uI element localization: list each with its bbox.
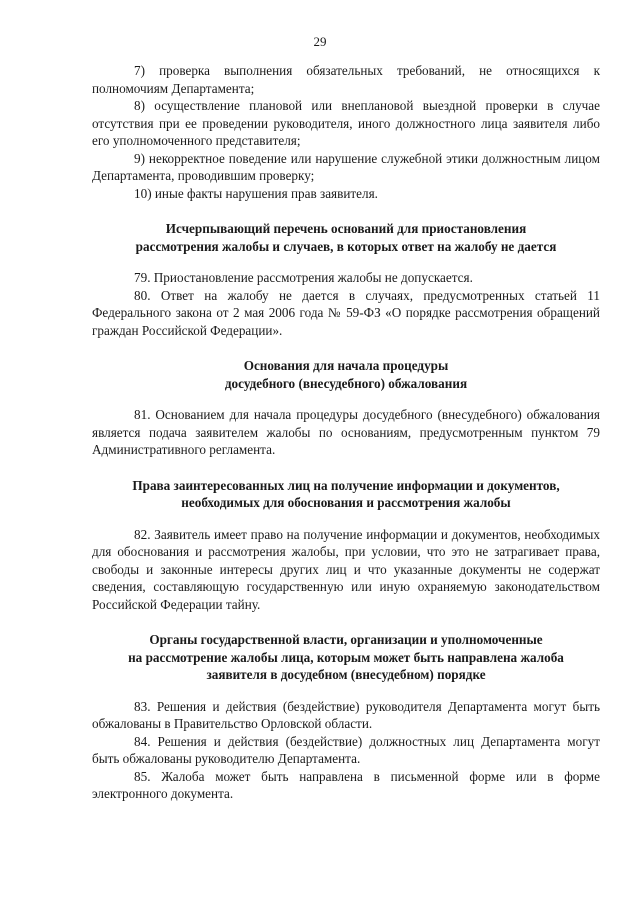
list-item-8: 8) осуществление плановой или внеплановой выездной проверки в случае отсутствия при ее проведении руководителя, иного должностного лица заявителя либо его уполномоченного представителя; — [92, 98, 600, 148]
heading-line: заявителя в досудебном (внесудебном) порядке — [206, 667, 486, 682]
list-item-7: 7) проверка выполнения обязательных требований, не относящихся к полномочиям Департамента; — [92, 63, 600, 96]
heading-line: Исчерпывающий перечень оснований для приостановления — [165, 221, 527, 236]
heading-line: Права заинтересованных лиц на получение информации и документов, — [132, 477, 560, 493]
section-heading-rights — [92, 477, 600, 512]
heading-line: Основания для начала процедуры — [243, 358, 449, 373]
section-heading-suspension — [92, 220, 600, 255]
paragraph-82: 82. Заявитель имеет право на получение информации и документов, необходимых для обоснования и рассмотрения жалобы, при условии, что это не затрагивает права, свободы и законные интересы других лиц и что указанные документы не содержат сведения, составляющую государственную или иную охраняемую законодательством Российской Федерации тайну. — [92, 526, 600, 612]
paragraph-84: 84. Решения и действия (бездействие) должностных лиц Департамента могут быть обжалованы руководителю Департамента. — [92, 733, 600, 766]
paragraph-81: 81. Основанием для начала процедуры досудебного (внесудебного) обжалования является подача заявителем жалобы по основаниям, предусмотренным пунктом 79 Административного регламента. — [92, 407, 600, 457]
section-heading-grounds — [92, 357, 600, 392]
heading-line: на рассмотрение жалобы лица, которым может быть направлена жалоба — [128, 649, 564, 665]
paragraph-80: 80. Ответ на жалобу не дается в случаях, предусмотренных статьей 11 Федерального закона от 2 мая 2006 года № 59-ФЗ «О порядке рассмотрения обращений граждан Российской Федерации». — [92, 287, 600, 338]
heading-line: досудебного (внесудебного) обжалования — [224, 375, 468, 391]
heading-line: Органы государственной власти, организации и уполномоченные — [149, 632, 543, 647]
list-item-9: 9) некорректное поведение или нарушение служебной этики должностным лицом Департамента, проводившим проверку; — [92, 150, 600, 183]
paragraph-83: 83. Решения и действия (бездействие) руководителя Департамента могут быть обжалованы в Правительство Орловской области. — [92, 698, 600, 731]
paragraph-85: 85. Жалоба может быть направлена в письменной форме или в форме электронного документа. — [92, 768, 600, 801]
heading-line: рассмотрения жалобы и случаев, в которых ответ на жалобу не дается — [135, 238, 557, 254]
page-number: 29 — [313, 34, 327, 49]
list-item-10: 10) иные факты нарушения прав заявителя. — [134, 185, 378, 201]
paragraph-79: 79. Приостановление рассмотрения жалобы не допускается. — [134, 270, 473, 285]
heading-line: необходимых для обоснования и рассмотрения жалобы — [181, 495, 511, 510]
section-heading-authorities — [92, 631, 600, 684]
document-body — [92, 62, 600, 803]
